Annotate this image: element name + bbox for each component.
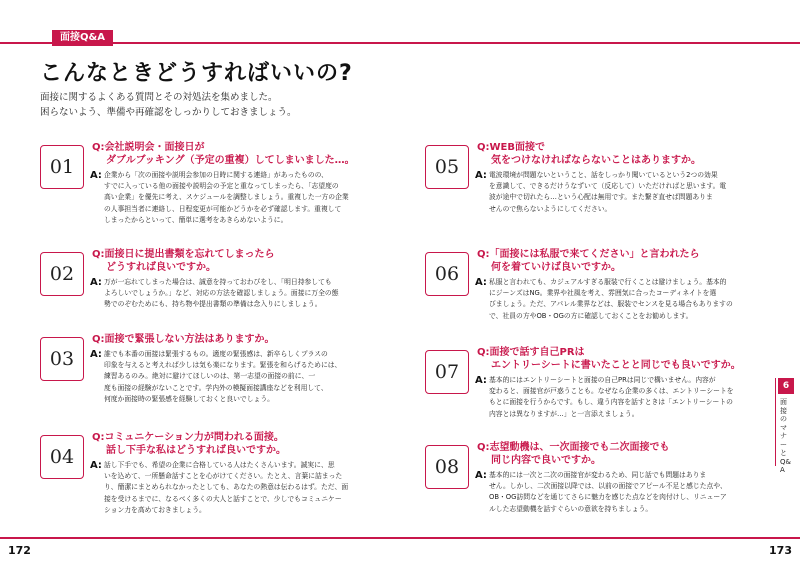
- answer-line: いを込めて、一所懸命話すことを心がけてください。たとえ、言葉に詰まった: [104, 472, 343, 481]
- answer-text: [489, 375, 755, 420]
- question-line: Q:面接で話す自己PRは: [477, 347, 585, 358]
- answer-line: 接を受けるまでに、なるべく多くの大人と話すことで、少しでもコミュニケー: [104, 494, 342, 503]
- qa-item-08: [425, 442, 755, 525]
- chapter-tab-title: 面接のマナーとQ&A: [780, 398, 791, 474]
- qa-item-05: [425, 142, 755, 225]
- section-tag: 面接Q&A: [52, 30, 113, 46]
- answer-line: せんので焦らないようにしてください。: [489, 204, 612, 213]
- qa-item-03: [40, 334, 370, 417]
- answer-line: 度も面接の経験がないことです。学内外の模擬面接講座などを利用して、: [104, 383, 328, 392]
- answer-line: 電波環境が問題ないということ、話をしっかり聞いているという2つの効果: [489, 171, 718, 179]
- intro-line: 困らないよう、準備や再確認をしっかりしておきましょう。: [40, 107, 297, 118]
- answer-text: [489, 170, 755, 215]
- question-number: 08: [425, 445, 469, 489]
- answer-line: OB・OG訪問などを通じてさらに魅力を感じた点などを肉付けし、リニューア: [489, 493, 727, 502]
- answer-text: [104, 277, 370, 311]
- question-line: 同じ内容で良いですか。: [491, 455, 601, 466]
- question-number: 03: [40, 337, 84, 381]
- answer-line: ルした志望動機を話すぐらいの意欲を持ちましょう。: [489, 504, 653, 513]
- answer-line: よろしいでしょうか。」など、対応の方法を確認しましょう。面接に万全の態: [104, 289, 339, 298]
- question-number: 06: [425, 252, 469, 296]
- answer-mark: A:: [90, 170, 102, 181]
- page-number-right: 173: [769, 544, 792, 557]
- answer-line: 練習あるのみ。絶対に避けてほしいのは、第一志望の面接の前に、一: [104, 372, 316, 381]
- intro-line: 面接に関するよくある質問とその対処法を集めました。: [40, 92, 278, 103]
- question-text: [477, 441, 755, 467]
- answer-line: 基本的には一次と二次の面接官が変わるため、同じ話でも問題はありま: [489, 471, 707, 479]
- page-number-left: 172: [8, 544, 31, 557]
- answer-line: 何度か面接時の緊張感を経験しておくと良いでしょう。: [104, 394, 274, 403]
- bottom-rule: [0, 537, 800, 539]
- question-line: Q:WEB面接で: [477, 142, 545, 153]
- answer-line: ション力を高めておきましょう。: [104, 505, 206, 514]
- answer-text: [489, 277, 755, 322]
- question-line: 話し下手な私はどうすれば良いですか。: [106, 445, 286, 456]
- question-text: [477, 346, 755, 372]
- answer-mark: A:: [475, 277, 487, 288]
- question-number: 05: [425, 145, 469, 189]
- answer-line: しまったからといって、簡単に選考をあきらめないように。: [104, 215, 288, 224]
- question-line: どうすれば良いですか。: [106, 262, 216, 273]
- answer-line: 企業から「次の面接や説明会参加の日時に関する連絡」があったものの、: [104, 171, 328, 179]
- answer-line: すでに入っている他の面接や説明会の予定と重なってしまったら、「志望度の: [104, 182, 339, 191]
- question-text: [477, 248, 755, 274]
- qa-item-06: [425, 249, 755, 332]
- question-line: ダブルブッキング（予定の重複）してしまいました…。: [106, 155, 355, 166]
- answer-line: 誰でも本番の面接は緊張するもの。適度の緊張感は、新卒らしくプラスの: [104, 350, 328, 358]
- top-rule: [0, 42, 800, 44]
- question-text: [92, 431, 370, 457]
- question-line: Q:コミュニケーション力が問われる面接。: [92, 432, 284, 443]
- answer-line: びましょう。ただ、アパレル業界などは、服装でセンスを見る場合もありますの: [489, 300, 733, 309]
- question-line: Q:「面接には私服で来てください」と言われたら: [477, 249, 700, 260]
- answer-line: もとに面接を行うからです。もし、違う内容を話すときは「エントリーシートの: [489, 398, 733, 407]
- qa-item-02: [40, 249, 370, 332]
- question-number: 07: [425, 350, 469, 394]
- question-text: [477, 141, 755, 167]
- answer-text: [104, 460, 370, 516]
- answer-line: を意識して、できるだけうなずいて（反応して）いただければと思います。電: [489, 182, 727, 191]
- question-text: [92, 333, 370, 346]
- question-line: Q:面接で緊張しない方法はありますか。: [92, 334, 275, 345]
- qa-item-07: [425, 347, 755, 430]
- answer-line: り、簡潔にまとめられなかったとしても、あなたの熱意は伝わるはず。ただ、面: [104, 483, 349, 492]
- answer-line: 私服と言われても、カジュアルすぎる服装で行くことは避けましょう。基本的: [489, 278, 727, 286]
- question-line: 気をつけなければならないことはありますか。: [491, 155, 701, 166]
- question-line: 何を着ていけば良いですか。: [491, 262, 621, 273]
- answer-mark: A:: [475, 375, 487, 386]
- answer-line: 波が途中で切れたら…という心配は無用です。また繋ぎ直せば問題ありま: [489, 193, 713, 202]
- qa-item-01: [40, 142, 370, 225]
- question-line: エントリーシートに書いたことと同じでも良いですか。: [491, 360, 741, 371]
- question-line: Q:志望動機は、一次面接でも二次面接でも: [477, 442, 670, 453]
- answer-line: せん。しかし、二次面接以降では、以前の面接でアピール不足と感じた点や、: [489, 482, 727, 491]
- answer-line: 基本的にはエントリーシートと面接の自己PRは同じで構いません。内容が: [489, 376, 716, 384]
- question-text: [92, 248, 370, 274]
- answer-line: 内容とは異なりますが…」と一言添えましょう。: [489, 409, 639, 418]
- answer-line: 印象を与えると考えれば少しは気も楽になります。緊張を和らげるためには、: [104, 361, 342, 370]
- answer-text: [489, 470, 755, 515]
- answer-line: の人事担当者に連絡し、日程変更が可能かどうかを必ず確認します。重複して: [104, 204, 342, 213]
- answer-text: [104, 349, 370, 405]
- answer-mark: A:: [90, 460, 102, 471]
- answer-line: 高い企業」を優先に考え、スケジュールを調整しましょう。重複した一方の企業: [104, 193, 349, 202]
- side-tab-rule: [775, 378, 776, 466]
- intro-text: [40, 90, 297, 120]
- question-number: 02: [40, 252, 84, 296]
- answer-line: で、社員の方やOB・OGの方に確認しておくことをお勧めします。: [489, 311, 693, 320]
- answer-line: 話し下手でも、希望の企業に合格している人はたくさんいます。誠実に、思: [104, 461, 335, 469]
- answer-mark: A:: [90, 349, 102, 360]
- page-title: こんなときどうすればいいの?: [40, 61, 353, 86]
- answer-line: にジーンズはNG。業界や社風を考え、雰囲気に合ったコーディネイトを選: [489, 289, 717, 298]
- answer-line: 勢でのぞむためにも、持ち物や提出書類の準備は念入りにしましょう。: [104, 300, 322, 309]
- question-line: Q:面接日に提出書類を忘れてしまったら: [92, 249, 275, 260]
- answer-line: 変わると、面接官が戸惑うことも。なぜなら企業の多くは、エントリーシートを: [489, 387, 734, 396]
- answer-mark: A:: [90, 277, 102, 288]
- question-number: 01: [40, 145, 84, 189]
- qa-item-04: [40, 432, 370, 515]
- question-line: Q:会社説明会・面接日が: [92, 142, 205, 153]
- answer-mark: A:: [475, 470, 487, 481]
- question-number: 04: [40, 435, 84, 479]
- question-text: [92, 141, 370, 167]
- answer-text: [104, 170, 370, 226]
- answer-mark: A:: [475, 170, 487, 181]
- chapter-tab-number: 6: [778, 378, 794, 394]
- answer-line: 万が一忘れてしまった場合は、誠意を持っておわびをし、「明日持参しても: [104, 278, 332, 286]
